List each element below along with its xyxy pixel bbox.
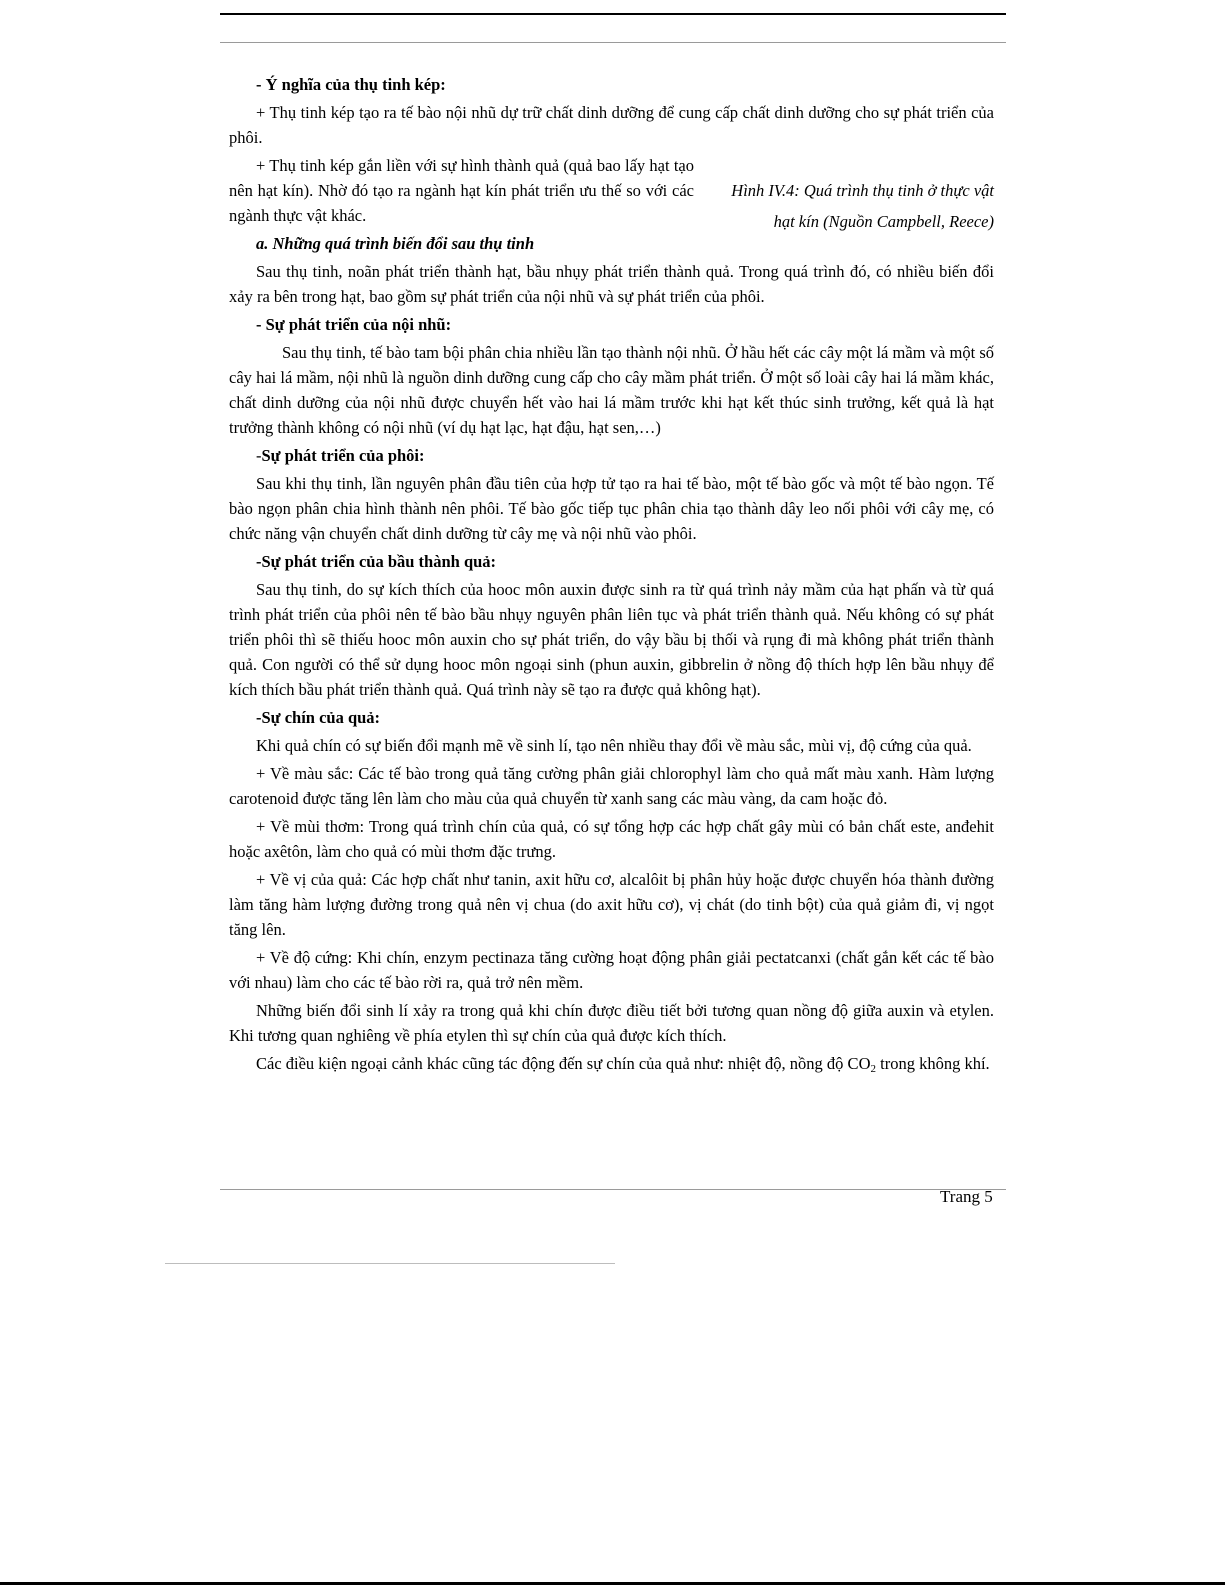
paragraph-ripening: Khi quả chín có sự biến đổi mạnh mẽ về sinh lí, tạo nên nhiều thay đổi về màu sắc, mùi vị, độ cứng của quả. [256, 736, 972, 755]
heading-embryo [229, 443, 994, 468]
heading-meaning: - Ý nghĩa của thụ tinh kép: [256, 75, 446, 94]
heading-embryo-text: Sự phát triển của phôi: [261, 446, 425, 465]
header-rule-thin [220, 42, 1006, 43]
paragraph-with-figure-caption [229, 153, 994, 231]
heading-embryo-prefix: - [256, 446, 262, 465]
paragraph-taste: + Về vị của quả: Các hợp chất như tanin, axit hữu cơ, alcalôit bị phân hủy hoặc được chuyển hóa thành đường làm tăng hàm lượng đường trong quả nên vị chua (do axit hữu cơ), vị chát (do tinh bột) của quả giảm đi, vị ngọt tăng lên. [229, 870, 994, 939]
paragraph-embryo: Sau khi thụ tinh, lần nguyên phân đầu tiên của hợp tử tạo ra hai tế bào, một tế bào gốc và một tế bào ngọn. Tế bào ngọn phân chia hình thành nên phôi. Tế bào gốc tiếp tục phân chia tạo thành dây leo nối phôi với cây mẹ, có chức năng vận chuyển chất dinh dưỡng từ cây mẹ và nội nhũ vào phôi. [229, 474, 994, 543]
heading-ripening: -Sự chín của quả: [256, 708, 381, 727]
paragraph-color: + Về màu sắc: Các tế bào trong quả tăng cường phân giải chlorophyl làm cho quả mất màu xanh. Hàm lượng carotenoid được tăng lên làm cho màu của quả chuyển từ xanh sang các màu vàng, da cam hoặc đỏ. [229, 764, 994, 808]
paragraph-conditions [229, 1051, 994, 1079]
co2-subscript: 2 [870, 1063, 876, 1075]
paragraph-meaning-1: + Thụ tinh kép tạo ra tế bào nội nhũ dự trữ chất dinh dưỡng để cung cấp chất dinh dưỡng cho sự phát triển của phôi. [229, 103, 994, 147]
header-rule-thick [220, 13, 1006, 15]
page-content [229, 72, 994, 1082]
heading-endosperm: - Sự phát triển của nội nhũ: [256, 315, 452, 334]
paragraph-endosperm: Sau thụ tinh, tế bào tam bội phân chia nhiều lần tạo thành nội nhũ. Ở hầu hết các cây một lá mầm và một số cây hai lá mầm, nội nhũ là nguồn dinh dưỡng cung cấp cho cây mầm phát triển. Ở một số loài cây hai lá mầm khác, chất dinh dưỡng của nội nhũ được chuyển hết vào hai lá mầm trước khi hạt kết thúc sinh trưởng, kết quả là hạt trưởng thành không có nội nhũ (ví dụ hạt lạc, hạt đậu, hạt sen,…) [229, 343, 994, 437]
footer-rule [220, 1189, 1006, 1190]
page-number: Trang 5 [940, 1187, 993, 1206]
conditions-text-end: trong không khí. [875, 1054, 990, 1073]
paragraph-after-fertilization: Sau thụ tinh, noãn phát triển thành hạt, bầu nhụy phát triển thành quả. Trong quá trình đó, có nhiều biến đổi xảy ra bên trong hạt, bao gồm sự phát triển của nội nhũ và sự phát triển của phôi. [229, 262, 994, 306]
paragraph-hormones: Những biến đổi sinh lí xảy ra trong quả khi chín được điều tiết bởi tương quan nồng độ giữa auxin và etylen. Khi tương quan nghiêng về phía etylen thì sự chín của quả được kích thích. [229, 1001, 994, 1045]
paragraph-fruit: Sau thụ tinh, do sự kích thích của hooc môn auxin được sinh ra từ quá trình nảy mầm của hạt phấn và từ quá trình phát triển của phôi nên tế bào bầu nhụy nguyên phân liên tục và phát triển thành quả. Nếu không có sự phát triển phôi thì sẽ thiếu hooc môn auxin cho sự phát triển, do vậy bầu bị thối và rụng đi mà không phát triển thành quả. Con người có thể sử dụng hooc môn ngoại sinh (phun auxin, gibbrelin ở nồng độ thích hợp lên bầu nhụy để kích thích bầu phát triển thành quả. Quá trình này sẽ tạo ra được quả không hạt). [229, 580, 994, 699]
figure-caption: Hình IV.4: Quá trình thụ tinh ở thực vật hạt kín (Nguồn Campbell, Reece) [731, 181, 994, 231]
heading-fruit: -Sự phát triển của bầu thành quả: [256, 552, 497, 571]
paragraph-smell: + Về mùi thơm: Trong quá trình chín của quả, có sự tổng hợp các hợp chất gây mùi có bản chất este, anđehit hoặc axêtôn, làm cho quả có mùi thơm đặc trưng. [229, 817, 994, 861]
conditions-text-start: Các điều kiện ngoại cảnh khác cũng tác động đến sự chín của quả như: nhiệt độ, nồng độ CO [256, 1054, 871, 1073]
heading-section-a: a. Những quá trình biến đổi sau thụ tinh [256, 234, 535, 253]
paragraph-hardness: + Về độ cứng: Khi chín, enzym pectinaza tăng cường hoạt động phân giải pectatcanxi (chất gắn kết các tế bào với nhau) làm cho các tế bào rời ra, quả trở nên mềm. [229, 948, 994, 992]
paragraph-meaning-2: + Thụ tinh kép gắn liền với sự hình thành quả (quả bao lấy hạt tạo nên hạt kín). Nhờ đó tạo ra ngành hạt kín phát triển ưu thế so với các ngành thực vật khác. [229, 156, 694, 225]
footnote-separator [165, 1263, 615, 1264]
